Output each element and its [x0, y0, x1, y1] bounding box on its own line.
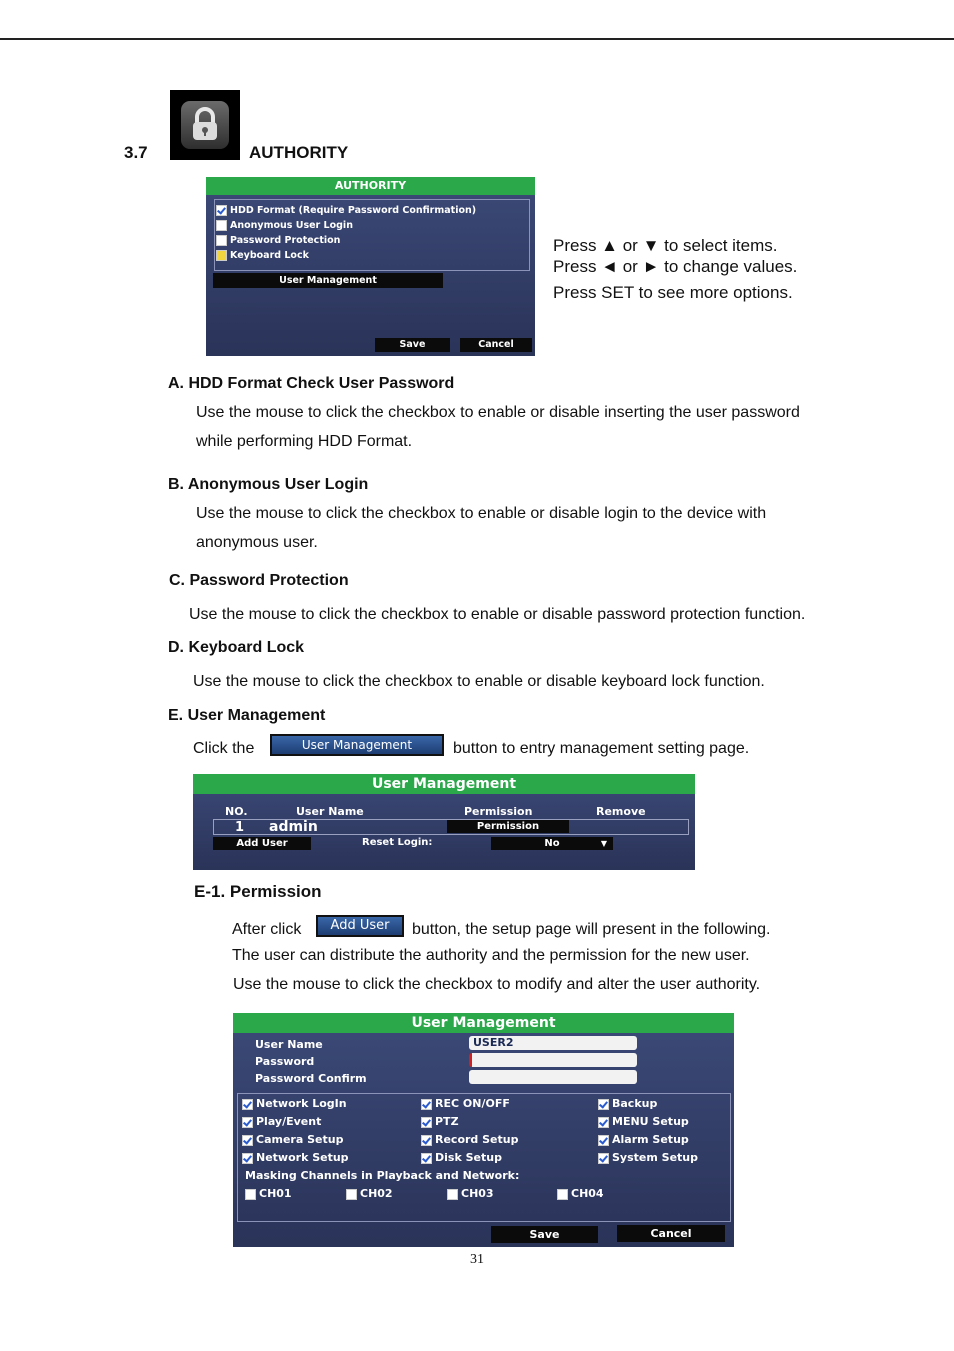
- checkbox-checked-icon[interactable]: [598, 1099, 609, 1110]
- checkbox-checked-icon[interactable]: [421, 1099, 432, 1110]
- perm-backup[interactable]: [598, 1097, 657, 1110]
- channel-ch02[interactable]: [346, 1187, 393, 1200]
- col-user-name: User Name: [296, 805, 364, 818]
- channel-label: CH03: [461, 1187, 494, 1200]
- text-e-prefix: Click the: [193, 740, 255, 757]
- checkbox-checked-icon[interactable]: [242, 1117, 253, 1128]
- authority-screen-title: AUTHORITY: [206, 177, 535, 195]
- checkbox-checked-icon[interactable]: [421, 1153, 432, 1164]
- text-e1-line3: Use the mouse to click the checkbox to modify and alter the user authority.: [233, 976, 761, 993]
- reset-login-value: No: [544, 838, 560, 849]
- cancel-button[interactable]: Cancel: [617, 1225, 725, 1242]
- perm-label: PTZ: [435, 1115, 459, 1128]
- permission-button[interactable]: Permission: [447, 820, 569, 833]
- option-hdd-format[interactable]: [216, 205, 476, 216]
- user-name-field[interactable]: USER2: [469, 1036, 637, 1050]
- channel-label: CH01: [259, 1187, 292, 1200]
- row-no: 1: [235, 820, 245, 835]
- user-name-label: User Name: [255, 1038, 323, 1051]
- perm-label: Network LogIn: [256, 1097, 347, 1110]
- checkbox-checked-icon[interactable]: [242, 1135, 253, 1146]
- checkbox-icon[interactable]: [245, 1189, 256, 1200]
- perm-label: Play/Event: [256, 1115, 322, 1128]
- channel-label: CH04: [571, 1187, 604, 1200]
- option-label: Password Protection: [230, 235, 341, 246]
- text-a-line1: Use the mouse to click the checkbox to enable or disable inserting the user password: [196, 404, 800, 421]
- reset-login-select[interactable]: [491, 837, 613, 850]
- password-confirm-label: Password Confirm: [255, 1072, 367, 1085]
- channel-ch03[interactable]: [447, 1187, 494, 1200]
- perm-label: Network Setup: [256, 1151, 349, 1164]
- heading-password-protection: C. Password Protection: [169, 572, 349, 589]
- perm-label: Camera Setup: [256, 1133, 344, 1146]
- save-button[interactable]: Save: [491, 1226, 598, 1243]
- section-number: 3.7: [124, 143, 148, 162]
- checkbox-checked-icon[interactable]: [598, 1153, 609, 1164]
- password-label: Password: [255, 1055, 315, 1068]
- perm-label: Disk Setup: [435, 1151, 502, 1164]
- heading-permission: E-1. Permission: [194, 882, 322, 901]
- checkbox-icon[interactable]: [557, 1189, 568, 1200]
- perm-disk-setup[interactable]: [421, 1151, 502, 1164]
- perm-label: MENU Setup: [612, 1115, 689, 1128]
- checkbox-icon[interactable]: [346, 1189, 357, 1200]
- heading-hdd-format: A. HDD Format Check User Password: [168, 375, 455, 392]
- checkbox-checked-icon[interactable]: [421, 1117, 432, 1128]
- option-label: Keyboard Lock: [230, 250, 309, 261]
- text-e1-line2: The user can distribute the authority and the permission for the new user.: [232, 947, 750, 964]
- checkbox-icon[interactable]: [216, 250, 227, 261]
- chevron-down-icon: ▼: [600, 839, 607, 848]
- perm-label: Alarm Setup: [612, 1133, 689, 1146]
- perm-alarm-setup[interactable]: [598, 1133, 689, 1146]
- cancel-button[interactable]: Cancel: [460, 338, 532, 352]
- user-management-screenshot: [193, 774, 695, 870]
- checkbox-checked-icon[interactable]: [216, 205, 227, 216]
- perm-network-login[interactable]: [242, 1097, 347, 1110]
- text-b-line1: Use the mouse to click the checkbox to enable or disable login to the device with: [196, 505, 767, 522]
- user-management-button[interactable]: User Management: [213, 273, 443, 288]
- channel-label: CH02: [360, 1187, 393, 1200]
- checkbox-checked-icon[interactable]: [598, 1117, 609, 1128]
- instruction-select: Press ▲ or ▼ to select items.: [553, 236, 778, 255]
- perm-record-setup[interactable]: [421, 1133, 518, 1146]
- text-a-line2: while performing HDD Format.: [196, 433, 413, 450]
- perm-network-setup[interactable]: [242, 1151, 349, 1164]
- text-c-line1: Use the mouse to click the checkbox to enable or disable password protection function.: [189, 606, 806, 623]
- col-remove: Remove: [596, 805, 646, 818]
- lock-icon: [170, 90, 240, 160]
- um-screen-title: User Management: [193, 774, 695, 794]
- option-label: Anonymous User Login: [230, 220, 353, 231]
- perm-label: REC ON/OFF: [435, 1097, 510, 1110]
- checkbox-checked-icon[interactable]: [242, 1099, 253, 1110]
- save-button[interactable]: Save: [375, 338, 450, 352]
- page-number: 31: [470, 1252, 484, 1267]
- instruction-set: Press SET to see more options.: [553, 283, 793, 302]
- text-b-line2: anonymous user.: [196, 534, 318, 551]
- text-e1-prefix: After click: [232, 921, 302, 938]
- inline-user-management-button[interactable]: User Management: [270, 734, 444, 756]
- channel-ch04[interactable]: [557, 1187, 604, 1200]
- text-e1-suffix: button, the setup page will present in the following.: [412, 921, 771, 938]
- option-keyboard-lock[interactable]: [216, 250, 309, 261]
- password-confirm-field[interactable]: [469, 1070, 637, 1084]
- section-title: AUTHORITY: [249, 143, 349, 162]
- perm-ptz[interactable]: [421, 1115, 459, 1128]
- checkbox-checked-icon[interactable]: [242, 1153, 253, 1164]
- checkbox-icon[interactable]: [216, 235, 227, 246]
- channel-ch01[interactable]: [245, 1187, 292, 1200]
- add-user-button[interactable]: Add User: [213, 837, 311, 850]
- option-label: HDD Format (Require Password Confirmation): [230, 205, 477, 216]
- option-password-protection[interactable]: [216, 235, 340, 246]
- user-permission-screenshot: [233, 1013, 734, 1247]
- perm-system-setup[interactable]: [598, 1151, 698, 1164]
- col-permission: Permission: [464, 805, 533, 818]
- perm-label: System Setup: [612, 1151, 698, 1164]
- heading-keyboard-lock: D. Keyboard Lock: [168, 639, 305, 656]
- inline-add-user-button[interactable]: Add User: [316, 915, 404, 937]
- perm-screen-title: User Management: [233, 1013, 734, 1033]
- masking-label: Masking Channels in Playback and Network:: [245, 1169, 520, 1182]
- col-no: NO.: [225, 805, 248, 818]
- checkbox-icon[interactable]: [447, 1189, 458, 1200]
- instruction-change: Press ◄ or ► to change values.: [553, 257, 798, 276]
- text-d-line1: Use the mouse to click the checkbox to enable or disable keyboard lock function.: [193, 673, 765, 690]
- heading-user-management: E. User Management: [168, 707, 326, 724]
- checkbox-checked-icon[interactable]: [598, 1135, 609, 1146]
- perm-label: Record Setup: [435, 1133, 519, 1146]
- authority-screenshot: [206, 177, 535, 356]
- checkbox-icon[interactable]: [216, 220, 227, 231]
- perm-menu-setup[interactable]: [598, 1115, 689, 1128]
- option-anonymous-login[interactable]: [216, 220, 353, 231]
- perm-play-event[interactable]: [242, 1115, 321, 1128]
- text-e-suffix: button to entry management setting page.: [453, 740, 750, 757]
- perm-rec-onoff[interactable]: [421, 1097, 510, 1110]
- row-user-name: admin: [269, 819, 318, 835]
- password-field[interactable]: [469, 1053, 637, 1067]
- header-rule: [0, 38, 954, 40]
- reset-login-label: Reset Login:: [362, 837, 433, 848]
- perm-label: Backup: [612, 1097, 658, 1110]
- perm-camera-setup[interactable]: [242, 1133, 343, 1146]
- heading-anonymous-login: B. Anonymous User Login: [168, 476, 369, 493]
- checkbox-checked-icon[interactable]: [421, 1135, 432, 1146]
